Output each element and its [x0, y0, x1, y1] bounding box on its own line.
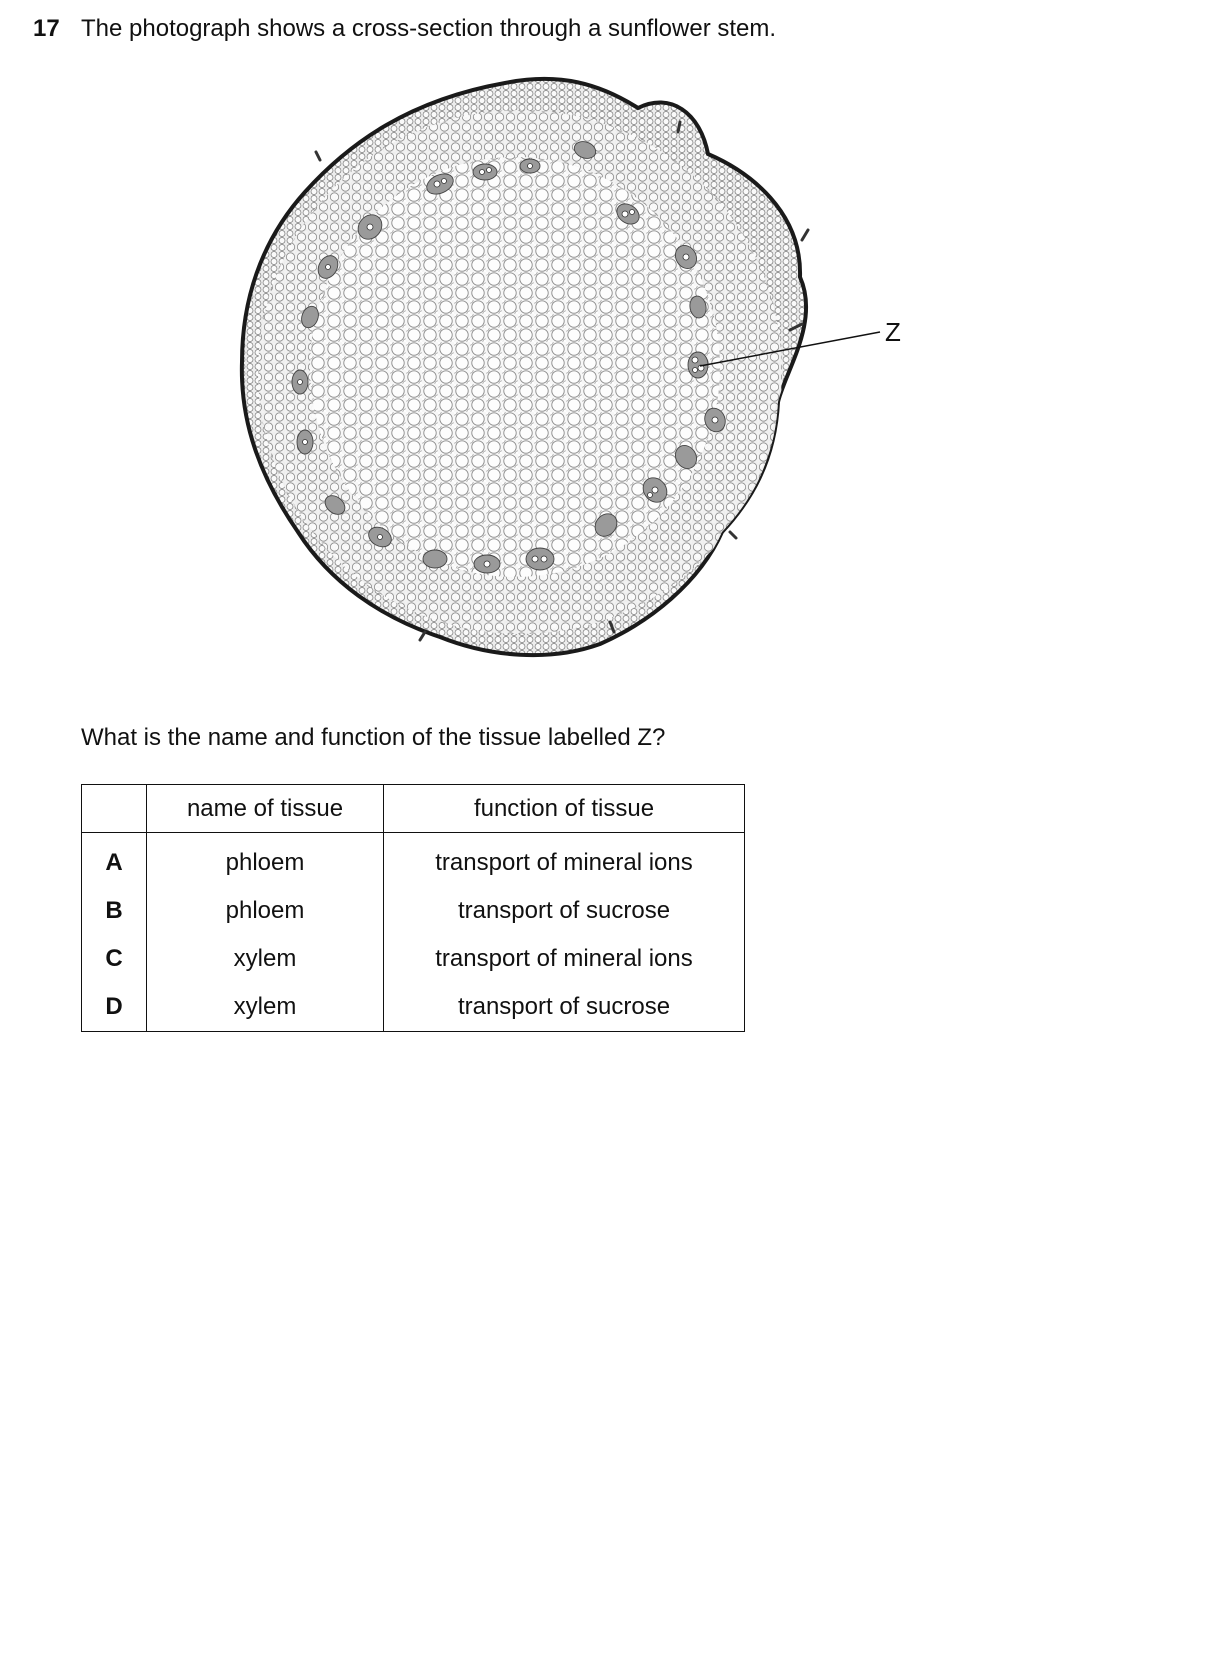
tissue-label-z: Z	[885, 317, 901, 347]
header-function-of-tissue: function of tissue	[384, 785, 745, 833]
question-stem: The photograph shows a cross-section through a sunflower stem.	[81, 15, 777, 42]
option-letter: D	[82, 983, 147, 1032]
option-row-d[interactable]	[82, 983, 745, 1032]
option-row-c[interactable]	[82, 935, 745, 983]
answer-options-table	[81, 784, 745, 1032]
option-letter: C	[82, 935, 147, 983]
question-prompt: What is the name and function of the tissue labelled Z?	[81, 724, 666, 751]
option-function: transport of mineral ions	[384, 935, 745, 983]
header-name-of-tissue: name of tissue	[147, 785, 384, 833]
option-function: transport of sucrose	[384, 887, 745, 935]
option-row-b[interactable]	[82, 887, 745, 935]
option-letter: B	[82, 887, 147, 935]
option-tissue: xylem	[147, 983, 384, 1032]
stem-section-drawing	[242, 79, 880, 655]
option-function: transport of mineral ions	[384, 833, 745, 888]
header-letter-cell	[82, 785, 147, 833]
option-tissue: xylem	[147, 935, 384, 983]
question-header	[33, 13, 776, 45]
option-function: transport of sucrose	[384, 983, 745, 1032]
option-letter: A	[82, 833, 147, 888]
table-header-row	[82, 785, 745, 833]
stem-cross-section-figure	[230, 62, 970, 702]
option-row-a[interactable]	[82, 833, 745, 888]
option-tissue: phloem	[147, 887, 384, 935]
question-number: 17	[33, 15, 60, 42]
option-tissue: phloem	[147, 833, 384, 888]
